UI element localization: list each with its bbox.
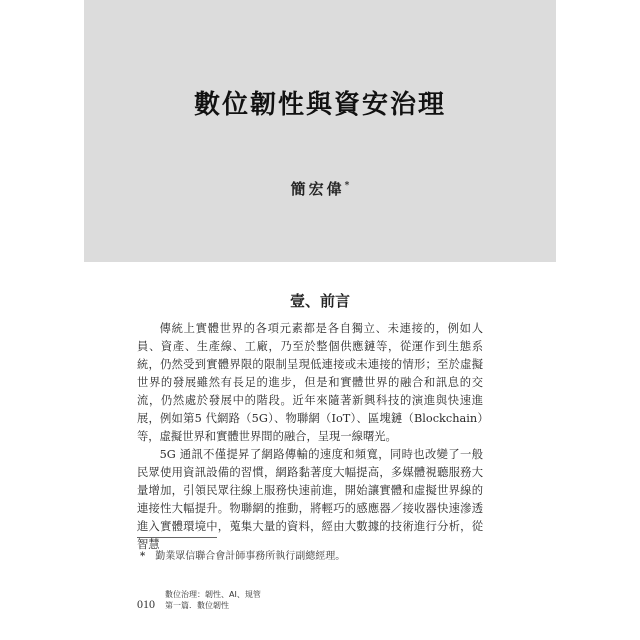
author-footnote-mark: * (344, 181, 350, 191)
chapter-title-banner (84, 0, 556, 262)
section-heading: 壹、前言 (289, 292, 350, 310)
footnote-text: 勤業眾信聯合會計師事務所執行副總經理。 (155, 551, 346, 562)
running-book-title: 數位治理：韌性、AI、規管 (165, 590, 261, 599)
author-name: 簡宏偉 (290, 180, 345, 198)
footnote-mark: * (140, 551, 146, 562)
paragraph-1: 傳統上實體世界的各項元素都是各自獨立、未連接的，例如人員、資產、生產線、工廠，乃至於整個供應鏈等，從運作到生態系統，仍然受到實體界限的限制呈現低連接或未連接的情形；至於虛擬世界的發展雖然有長足的進步，但是和實體世界的融合和訊息的交流，仍然處於發展中的階段。近年來隨著新興科技的演進與快速進展，例如第5 代網路（5G）、物聯網（IoT）、區塊鏈（Blockchain）等，虛擬世界和實體世界間的融合，呈現一線曙光。 (137, 322, 483, 443)
page-footer (137, 589, 483, 611)
author-line (84, 178, 556, 199)
body-text (137, 320, 483, 554)
chapter-title: 數位韌性與資安治理 (193, 90, 446, 120)
footnote-divider (137, 537, 217, 538)
running-header (165, 589, 261, 611)
page-number: 010 (137, 597, 155, 611)
paragraph-2: 5G 通訊不僅提昇了網路傳輸的速度和頻寬，同時也改變了一般民眾使用資訊設備的習慣，網路黏著度大幅提高，多媒體視聽服務大量增加，引領民眾往線上服務快速前進，開始讓實體和虛擬世界線的連接性大幅提升。物聯網的推動，將輕巧的感應器／接收器快速滲透進入實體環境中，蒐集大量的資料，經由大數據的技術進行分析，從智慧 (137, 448, 483, 551)
running-part-title: 第一篇．數位韌性 (165, 601, 229, 610)
footnote (140, 547, 345, 562)
